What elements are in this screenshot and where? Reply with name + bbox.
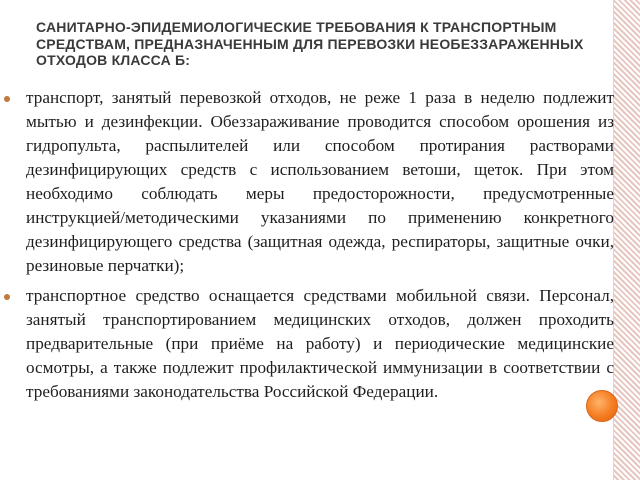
list-item	[0, 86, 614, 278]
bullet-list	[0, 86, 614, 410]
bullet-text: транспорт, занятый перевозкой отходов, не реже 1 раза в неделю подлежит мытью и дезинфекции. Обеззараживание проводится способом орошения из гидропульта, распылителей или способом протирания растворами дезинфицирующих средств с использованием ветоши, щеток. При этом необходимо соблюдать меры предосторожности, предусмотренные инструкцией/методическими указаниями по применению конкретного дезинфицирующего средства (защитная одежда, респираторы, защитные очки, резиновые перчатки);	[26, 88, 614, 275]
bullet-icon	[4, 96, 10, 102]
orange-circle-icon	[586, 390, 618, 422]
slide-title: САНИТАРНО-ЭПИДЕМИОЛОГИЧЕСКИЕ ТРЕБОВАНИЯ К ТРАНСПОРТНЫМ СРЕДСТВАМ, ПРЕДНАЗНАЧЕННЫМ ДЛЯ ПЕРЕВОЗКИ НЕОБЕЗЗАРАЖЕННЫХ ОТХОДОВ КЛАССА Б:	[36, 19, 584, 68]
list-item	[0, 284, 614, 404]
bullet-icon	[4, 294, 10, 300]
bullet-text: транспортное средство оснащается средствами мобильной связи. Персонал, занятый транспортированием медицинских отходов, должен проходить предварительные (при приёме на работу) и периодические медицинские осмотры, а также подлежит профилактической иммунизации в соответствии с требованиями законодательства Российской Федерации.	[26, 286, 614, 401]
